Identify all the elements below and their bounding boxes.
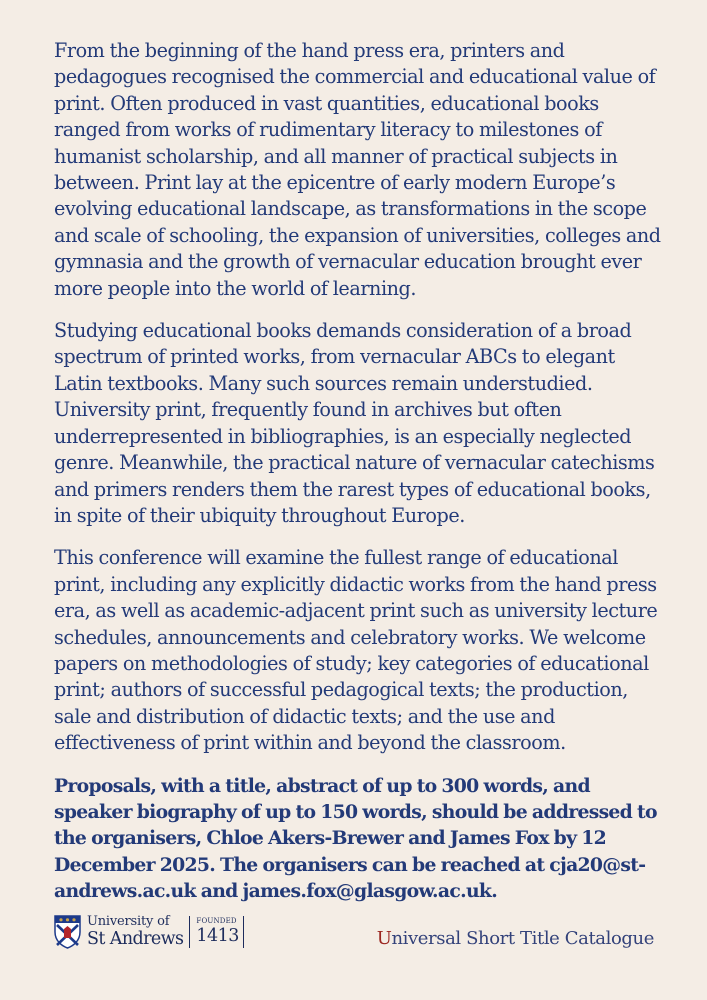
paragraph-studying: Studying educational books demands consideration of a broad spectrum of printed works, from vernacular ABCs to elegant Latin textbooks. Many such sources remain understudied. University print, frequently found in archives but often underrepresented in bibliographies, is an especially neglected genre. Meanwhile, the practical nature of vernacular catechisms and primers renders them the rarest types of educational books, in spite of their ubiquity throughout Europe. bbox=[54, 319, 655, 527]
founded-label: FOUNDED bbox=[196, 917, 237, 926]
founded-block bbox=[196, 918, 239, 946]
logo-divider bbox=[189, 916, 190, 948]
university-name bbox=[87, 915, 183, 949]
paragraph-conference: This conference will examine the fullest range of educational print, including any explicitly didactic works from the hand press era, as well as academic-adjacent print such as university lecture schedules, announcements and celebratory works. We welcome papers on methodologies of study; key categories of educational print; authors of successful pedagogical texts; the production, sale and distribution of didactic texts; and the use and effectiveness of print within and beyond the classroom. bbox=[54, 546, 658, 755]
ustc-name: niversal Short Title Catalogue bbox=[391, 928, 654, 949]
paragraph-intro: From the beginning of the hand press era, printers and pedagogues recognised the commercial and educational value of print. Often produced in vast quantities, educational books ranged from works of rudimentary literacy to milestones of humanist scholarship, and all manner of practical subjects in between. Print lay at the epicentre of early modern Europe’s evolving educational landscape, as transformations in the scope and scale of schooling, the expansion of universities, colleges and gymnasia and the growth of vernacular education brought ever more people into the world of learning. bbox=[54, 39, 661, 300]
university-name-line2: St Andrews bbox=[87, 929, 184, 950]
ustc-logo bbox=[377, 928, 654, 949]
st-andrews-shield-icon bbox=[54, 915, 81, 949]
st-andrews-logo bbox=[54, 912, 244, 952]
paragraph-proposals: Proposals, with a title, abstract of up to 300 words, and speaker biography of up to 150 words, should be addressed to the organisers, Chloe Akers-Brewer and James Fox by 12 December 2025. The organisers can be reached at cja20@st-andrews.ac.uk and james.fox@glasgow.ac.uk. bbox=[54, 774, 657, 903]
university-name-line1: University of bbox=[87, 914, 170, 930]
founded-year: 1413 bbox=[196, 926, 239, 947]
main-text bbox=[54, 38, 664, 905]
footer bbox=[54, 912, 654, 952]
ustc-initial: U bbox=[376, 928, 392, 949]
logo-divider-end bbox=[243, 916, 244, 948]
